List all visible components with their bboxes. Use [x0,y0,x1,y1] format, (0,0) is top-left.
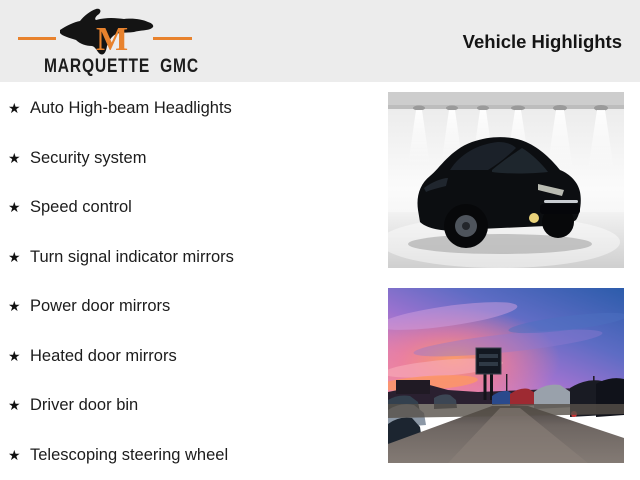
list-item [8,197,378,217]
dealer-logo [12,6,212,78]
vehicle-photo-showroom [388,92,624,268]
star-bullet-icon: ★ [8,446,21,463]
list-item [8,148,378,168]
page-title: Vehicle Highlights [462,31,622,52]
list-item [8,395,378,415]
highlights-list [8,92,378,480]
svg-text:M: M [95,21,129,58]
dealer-name: MARQUETTE GMC [44,56,199,77]
list-item-label: Turn signal indicator mirrors [30,247,234,266]
list-item-label: Security system [30,148,147,167]
star-bullet-icon: ★ [8,347,21,364]
star-bullet-icon: ★ [8,149,21,166]
list-item [8,98,378,118]
star-bullet-icon: ★ [8,397,21,413]
header [0,0,640,82]
star-bullet-icon: ★ [8,298,21,314]
list-item-label: Speed control [30,198,132,216]
list-item [8,346,378,366]
list-item-label: Telescoping steering wheel [30,445,229,464]
list-item-label: Power door mirrors [30,297,171,315]
list-item-label: Auto High-beam Headlights [30,99,232,117]
star-bullet-icon: ★ [8,199,21,215]
list-item [8,247,378,267]
list-item [8,445,378,465]
list-item-label: Driver door bin [30,396,139,414]
vehicle-photo-lot-sunset [388,288,624,463]
list-item-label: Heated door mirrors [30,346,177,365]
list-item [8,296,378,316]
star-bullet-icon: ★ [8,100,21,116]
star-bullet-icon: ★ [8,248,21,265]
